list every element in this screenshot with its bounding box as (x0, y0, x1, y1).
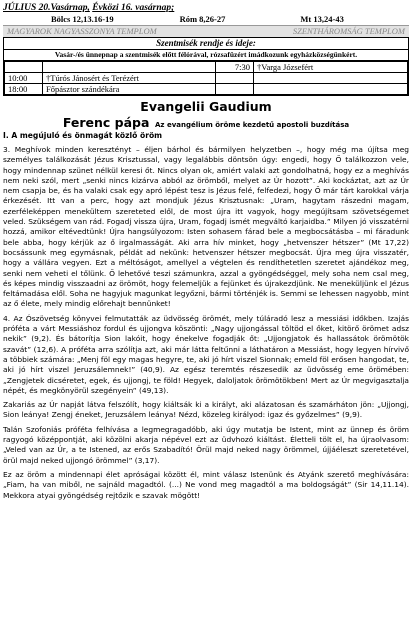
intention-cell: Főpásztor szándékára (43, 84, 216, 95)
date: JÚLIUS 20.Vasárnap, (3, 3, 90, 13)
time-cell-2: 7:30 (216, 62, 254, 73)
paragraph: 4. Az Ószövetség könyvei felmutatták az üdvösség örömét, mely túláradó lesz a messiási időkben. Izajás próféta a várt Messiáshoz fordul és ujjongva köszönti: „Nagy ujjongással töltöd el őket, kitörő örömet adsz nekik” (9,2). És bátorítja Sion lakóit, hogy énekelve fogadják őt: „Ujjongjatok és hallassátok örömötök szavát” (12,6). A próféta arra szólítja azt, aki már látta feltűnni a láthatáron a Messiást, hogy legyen hírvivő a többiek számára: „Menj föl egy magas hegyre, te, aki jó hírt viszel Sionnak; emeld föl erősen hangodat, te, aki jó hírt viszel Jeruzsálemnek!” (40,9). Az egész teremtés részesedik az üdvösség eme örömében: „Zengjetek dicséretet, egek, és ujjongj, te föld! Hegyek, daloljatok örömötökben! Mert az Úr megvigasztalja népét, és megkönyörül szegényein” (49,13). (3, 313, 409, 395)
reading-1: Bölcs 12,13.16-19 (51, 14, 114, 24)
paragraph: 3. Meghívok minden keresztényt – éljen bárhol és bármilyen helyzetben –, hogy még ma újítsa meg személyes találkozását Jézus Krisztussal, vagy legalábbis döntsön úgy: engedi, hogy Ő találkozzon vele, hogy mindennap szünet nélkül keresi őt. Nincs olyan ok, amiért valaki azt gondolhatná, hogy ez a meghívás nem neki szól, mert „senki nincs kizárva abból az örömből, melyet az Úr hozott”. Aki kockáztat, azt az Úr nem csapja be, és ha valaki csak egy apró lépést tesz is Jézus felé, felfedezi, hogy Ő már tárt karokkal várja érkezését. Itt van a perc, hogy azt mondjuk Jézus Krisztusnak: „Uram, hagytam rászedni magam, ezerféleképpen menekültem szereteted elől, de most újra itt vagyok, hogy megújítsam szövetségemet veled. Szükségem van rád. Fogadj vissza újra, Uram, fogadj ismét megváltó karjaidba.” Milyen jó visszatérni hozzá, amikor eltévedtünk! Újra hangsúlyozom: Isten sohasem fárad bele a megbocsátásba – mi fáradunk bele abba, hogy kérjük az ő irgalmasságát. Aki arra hív minket, hogy „hetvenszer hétszer” (Mt 17,22) bocsássunk meg egymásnak, példát ad nekünk: hetvenszer hétszer megbocsát. Újra meg újra visszatér, hogy a vállára vegyen. Ezt a méltóságot, amellyel a végtelen és rendíthetetlen szeretet ajándékoz meg, senki nem veheti el tőlünk. Ő lehetővé teszi számunkra, azzal a gyöngédséggel, mely soha nem csal meg, és képes mindig visszaadni az örömöt, hogy felemeljük a fejünket és újrakezdjünk. Ne meneküljünk el Jézus feltámadása elől. Soha ne hagyjuk magunkat legyőzni, bármi történjék is. Semmi se lehessen nagyobb, mint az ő élete, mely mindig előrehajt bennünket! (3, 145, 409, 309)
time-cell (5, 62, 43, 73)
church-band (3, 25, 409, 37)
time-cell-2 (216, 73, 254, 84)
reading-3: Mt 13,24-43 (300, 14, 344, 24)
paragraph: Zakariás az Úr napját látva felszólít, hogy kiáltsák ki a királyt, aki alázatosan és szamárháton jön: „Ujjongj, Sion leánya! Zengj éneket, Jeruzsálem leánya! Nézd, közeleg királyod: igaz és győzelmes” (9,9). (3, 400, 409, 420)
time-cell: 10:00 (5, 73, 43, 84)
readings (3, 14, 409, 25)
reading-2: Róm 8,26-27 (179, 14, 226, 24)
schedule-note: Vasár-/és ünnepnap a szentmisék előtt félórával, rózsafüzért imádkozunk egyházközségünkért. (4, 50, 408, 61)
article-subtitle (3, 114, 409, 129)
time-cell: 18:00 (5, 84, 43, 95)
article-title: Evangelii Gaudium (140, 99, 272, 114)
date-line (3, 2, 409, 14)
intention-cell-2 (254, 84, 408, 95)
article (3, 100, 409, 501)
paragraph: Talán Szofoniás próféta felhívása a legmegragadóbb, aki úgy mutatja be Istent, mint az ünnep és öröm ragyogó középpontját, aki közölni akarja népével ezt az üdvhozó kiáltást. Életteli tölt el, ha újraolvasom: „Veled van az Úr, a te Istened, az erős Szabadító! Örül majd neked nagy örömmel, újjáéleszt szeretetével, örül majd neked ujjongó örömmel” (3,17). (3, 424, 409, 465)
table-row (5, 84, 408, 95)
intention-cell-2 (254, 73, 408, 84)
church-right: SZENTHÁROMSÁG TEMPLOM (292, 26, 405, 36)
section-heading: I. A megújuló és önmagát közlő öröm (3, 131, 163, 140)
paragraph: Ez az öröm a mindennapi élet apróságai között él, mint válasz Istenünk és Atyánk szerető meghívására: „Fiam, ha van miből, ne sajnáld magadtól. (...) Ne vond meg magadtól a ma boldogságát” (Sir 14,11.14). Mekkora atyai gyöngédség rejtőzik e szavak mögött! (3, 469, 409, 500)
table-row (5, 62, 408, 73)
document-name: Az evangélium öröme kezdetű apostoli buzdítása (155, 121, 350, 129)
time-cell-2 (216, 84, 254, 95)
church-left: MAGYAROK NAGYASSZONYA TEMPLOM (7, 26, 157, 36)
bulletin-page (3, 2, 409, 501)
intention-cell (43, 62, 216, 73)
mass-schedule (3, 37, 409, 96)
author: Ferenc pápa (62, 115, 150, 130)
table-row (5, 73, 408, 84)
intention-cell-2: †Varga Józsefért (254, 62, 408, 73)
liturgical-day: Évközi 16. vasárnap; (92, 3, 175, 13)
schedule-table (4, 61, 408, 95)
schedule-title: Szentmisék rendje és ideje: (4, 38, 408, 50)
intention-cell: †Túrós Jánosért és Terézért (43, 73, 216, 84)
